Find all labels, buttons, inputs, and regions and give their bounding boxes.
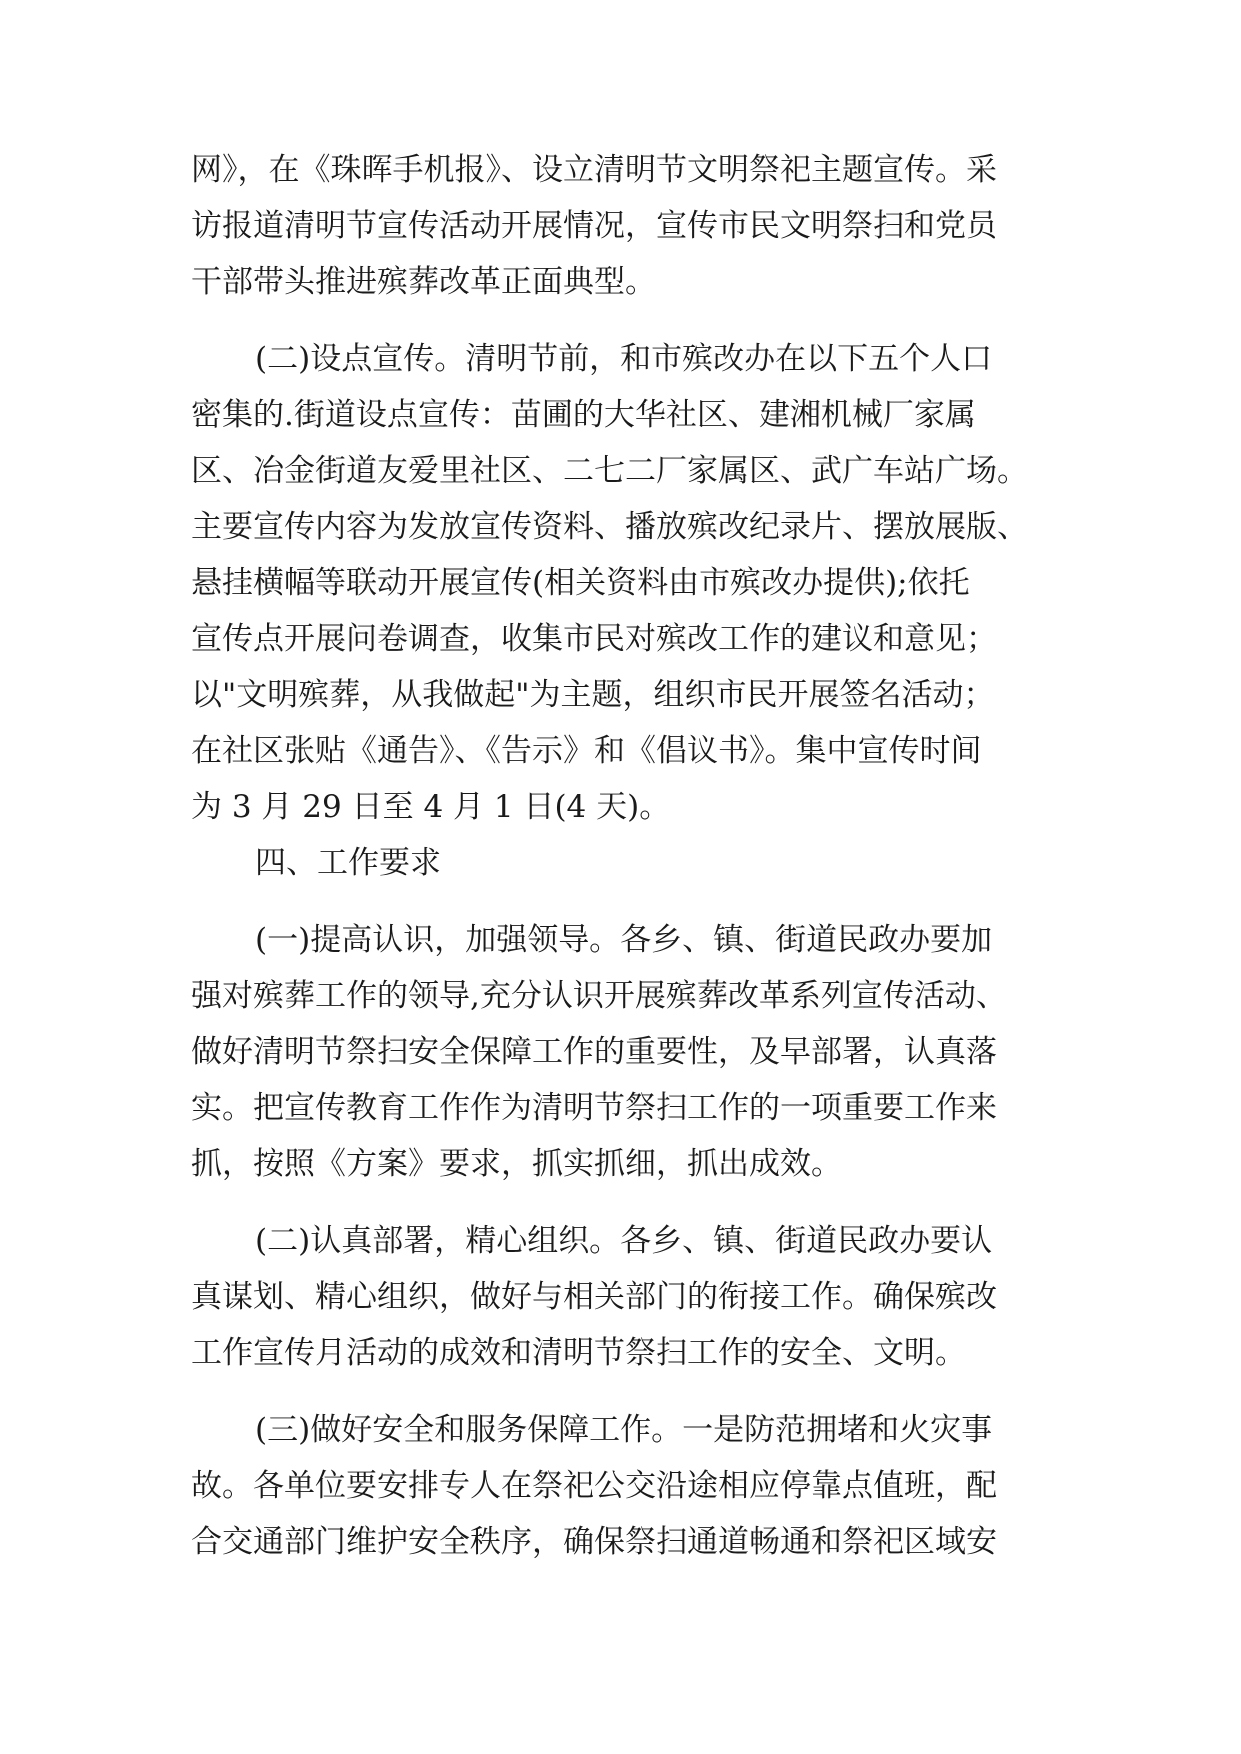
text-line: 访报道清明节宣传活动开展情况，宣传市民文明祭扫和党员 bbox=[191, 208, 997, 244]
text-line: 区、冶金街道友爱里社区、二七二厂家属区、武广车站广场。 bbox=[191, 453, 1028, 489]
text-line: (二)设点宣传。清明节前，和市殡改办在以下五个人口 bbox=[255, 341, 993, 377]
text-line: 真谋划、精心组织，做好与相关部门的衔接工作。确保殡改 bbox=[191, 1279, 997, 1315]
text-line: 工作宣传月活动的成效和清明节祭扫工作的安全、文明。 bbox=[191, 1335, 966, 1371]
text-line: (二)认真部署，精心组织。各乡、镇、街道民政办要认 bbox=[255, 1223, 993, 1259]
text-line: 悬挂横幅等联动开展宣传(相关资料由市殡改办提供);依托 bbox=[191, 565, 970, 601]
text-line: (一)提高认识，加强领导。各乡、镇、街道民政办要加 bbox=[255, 922, 993, 958]
text-line: 为 3 月 29 日至 4 月 1 日(4 天)。 bbox=[191, 789, 671, 825]
section-heading: 四、工作要求 bbox=[255, 845, 441, 881]
text-line: 网》，在《珠晖手机报》、设立清明节文明祭祀主题宣传。采 bbox=[191, 152, 997, 188]
text-line: 宣传点开展问卷调查，收集市民对殡改工作的建议和意见； bbox=[191, 621, 997, 657]
text-line: 强对殡葬工作的领导,充分认识开展殡葬改革系列宣传活动、 bbox=[191, 978, 1007, 1014]
text-line: 以"文明殡葬，从我做起"为主题，组织市民开展签名活动； bbox=[191, 677, 995, 713]
text-line: 在社区张贴《通告》、《告示》和《倡议书》。集中宣传时间 bbox=[191, 733, 982, 769]
text-line: 合交通部门维护安全秩序，确保祭扫通道畅通和祭祀区域安 bbox=[191, 1524, 997, 1560]
text-line: 做好清明节祭扫安全保障工作的重要性，及早部署，认真落 bbox=[191, 1034, 997, 1070]
text-line: 密集的.街道设点宣传：苗圃的大华社区、建湘机械厂家属 bbox=[191, 397, 976, 433]
text-line: 抓，按照《方案》要求，抓实抓细，抓出成效。 bbox=[191, 1146, 842, 1182]
text-line: 主要宣传内容为发放宣传资料、播放殡改纪录片、摆放展版、 bbox=[191, 509, 1028, 545]
text-line: 实。把宣传教育工作作为清明节祭扫工作的一项重要工作来 bbox=[191, 1090, 997, 1126]
text-line: 干部带头推进殡葬改革正面典型。 bbox=[191, 264, 656, 300]
text-line: 故。各单位要安排专人在祭祀公交沿途相应停靠点值班，配 bbox=[191, 1468, 997, 1504]
text-line: (三)做好安全和服务保障工作。一是防范拥堵和火灾事 bbox=[255, 1412, 993, 1448]
